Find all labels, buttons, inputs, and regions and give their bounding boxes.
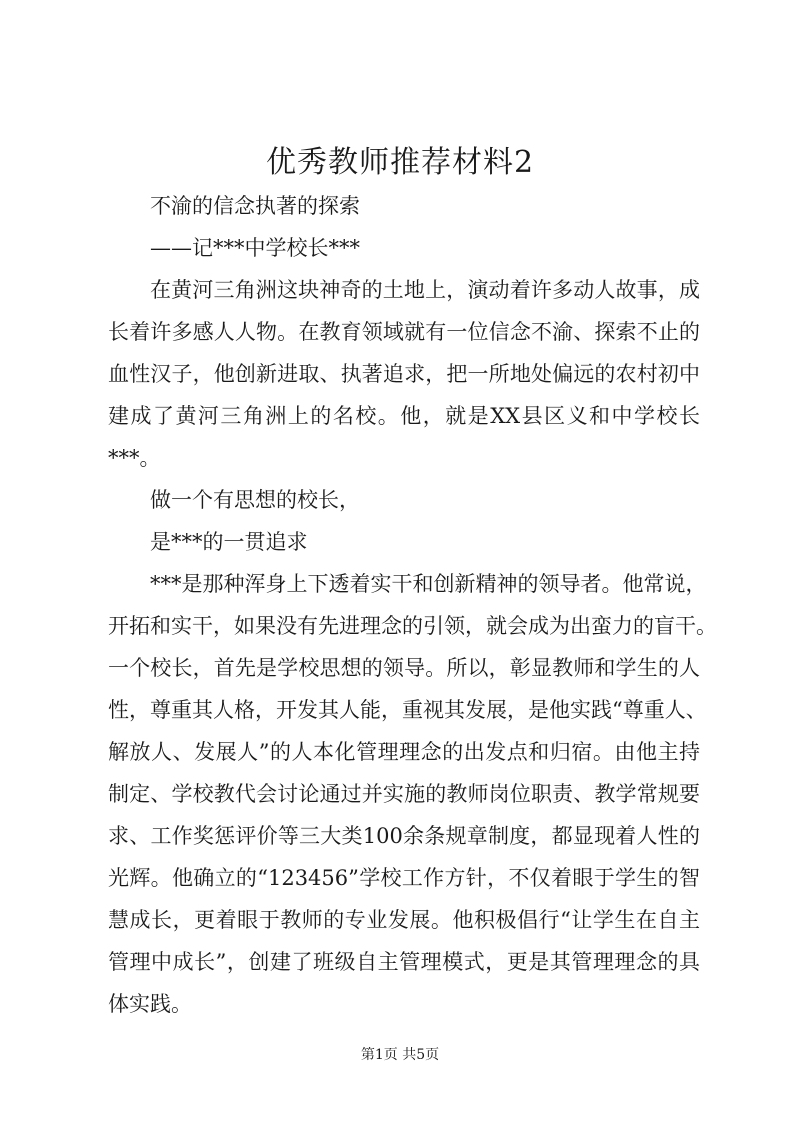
paragraph-line: 长着许多感人人物。在教育领域就有一位信念不渝、探索不止的 (108, 320, 700, 344)
paragraph-line: 在黄河三角洲这块神奇的土地上，演动着许多动人故事，成 (150, 278, 700, 302)
paragraph-line: 体实践。 (108, 992, 192, 1016)
paragraph-line: ***是那种浑身上下透着实干和创新精神的领导者。他常说， (150, 572, 707, 596)
paragraph-philosophy (108, 563, 717, 1025)
paragraph-line: 性，尊重其人格，开发其人能，重视其发展，是他实践“尊重人、 (108, 698, 707, 722)
paragraph-line: 光辉。他确立的“123456”学校工作方针，不仅着眼于学生的智 (108, 866, 700, 890)
paragraph-line: 制定、学校教代会讨论通过并实施的教师岗位职责、教学常规要 (108, 782, 700, 806)
subtitle-line: 不渝的信念执著的探索 (150, 194, 360, 218)
paragraph-line: 求、工作奖惩评价等三大类100余条规章制度，都显现着人性的 (108, 824, 700, 848)
paragraph-line: 慧成长，更着眼于教师的专业发展。他积极倡行“让学生在自主 (108, 908, 700, 932)
paragraph-line: ***。 (108, 446, 161, 470)
section-heading-line: 是***的一贯追求 (150, 530, 308, 554)
paragraph-line: 管理中成长”，创建了班级自主管理模式，更是其管理理念的具 (108, 950, 700, 974)
paragraph-line: 一个校长，首先是学校思想的领导。所以，彰显教师和学生的人 (108, 656, 700, 680)
document-body (108, 185, 717, 1025)
paragraph-line: 血性汉子，他创新进取、执著追求，把一所地处偏远的农村初中 (108, 362, 700, 386)
paragraph-line: 建成了黄河三角洲上的名校。他，就是XX县区义和中学校长 (108, 404, 700, 428)
section-heading (108, 479, 700, 563)
section-heading-line: 做一个有思想的校长， (150, 488, 360, 512)
document-title: 优秀教师推荐材料2 (265, 145, 535, 180)
subtitle-byline: ——记***中学校长*** (150, 236, 360, 260)
page-number-footer: 第1页 共5页 (360, 1047, 440, 1063)
paragraph-intro (108, 269, 700, 479)
paragraph-line: 开拓和实干，如果没有先进理念的引领，就会成为出蛮力的盲干。 (108, 614, 717, 638)
paragraph-line: 解放人、发展人”的人本化管理理念的出发点和归宿。由他主持 (108, 740, 700, 764)
